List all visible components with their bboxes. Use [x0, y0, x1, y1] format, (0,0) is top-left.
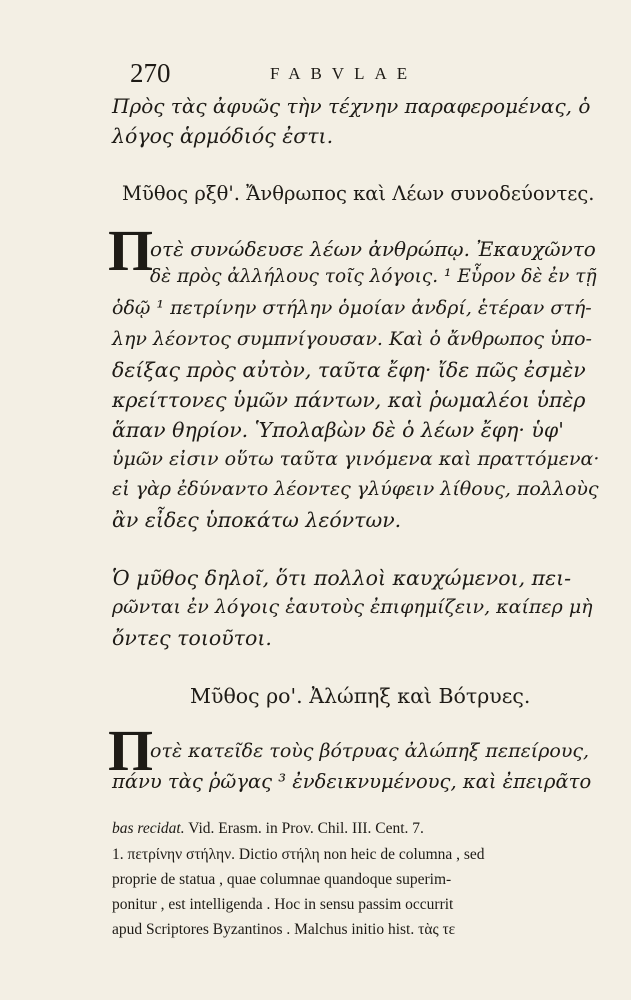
running-head: FABVLAE — [270, 64, 418, 83]
text-line: πάνυ τὰς ῥῶγας ³ ἐνδεικνυμένους, καὶ ἐπειρᾶτο — [112, 770, 592, 793]
footnote-line: proprie de statua , quae columnae quandoque superim- — [112, 871, 452, 888]
footnote-line: apud Scriptores Byzantinos . Malchus initio hist. τὰς τε — [112, 921, 456, 938]
text-line: ἅπαν θηρίον. Ὑπολαβὼν δὲ ὁ λέων ἔφη· ὑφ' — [112, 418, 564, 442]
text-line: εἰ γὰρ ἐδύναντο λέοντες γλύφειν λίθους, πολλοὺς — [112, 478, 599, 500]
footnote-line: 1. πετρίνην στήλην. Dictio στήλη non heic de columna , sed — [112, 846, 485, 863]
text-line: Πρὸς τὰς ἀφυῶς τὴν τέχνην παραφερομένας, ὁ — [112, 94, 591, 118]
text-line: κρείττονες ὑμῶν πάντων, καὶ ῥωμαλέοι ὑπὲρ — [112, 388, 586, 412]
drop-cap: Π — [108, 718, 154, 783]
moral-line: ρῶνται ἐν λόγοις ἑαυτοὺς ἐπιφημίζειν, καίπερ μὴ — [112, 596, 593, 618]
text-line: ὑμῶν εἰσιν οὕτω ταῦτα γινόμενα καὶ πραττόμενα· — [112, 448, 600, 470]
page-number: 270 — [130, 58, 171, 88]
footnote-line: ponitur , est intelligenda . Hoc in sensu passim occurrit — [112, 896, 454, 913]
text-line: δείξας πρὸς αὐτὸν, ταῦτα ἔφη· ἴδε πῶς ἐσμὲν — [112, 358, 586, 382]
footnote-italic: bas recidat. — [112, 820, 185, 837]
text-line: ἂν εἶδες ὑποκάτω λεόντων. — [112, 508, 402, 532]
footnote-text: Vid. Erasm. in Prov. Chil. III. Cent. 7. — [184, 820, 424, 837]
text-line: δὲ πρὸς ἀλλήλους τοῖς λόγοις. ¹ Εὗρον δὲ ἐν τῇ — [150, 266, 597, 287]
text-line: οτὲ κατεῖδε τοὺς βότρυας ἀλώπηξ πεπείρους, — [150, 740, 590, 762]
moral-line: ὄντες τοιοῦτοι. — [112, 626, 272, 650]
text-line: οτὲ συνώδευσε λέων ἀνθρώπῳ. Ἐκαυχῶντο — [150, 237, 596, 261]
text-line: λην λέοντος συμπνίγουσαν. Καὶ ὁ ἄνθρωπος ὑπο- — [112, 328, 592, 350]
fable-title: Μῦθος ρξθ'. Ἄνθρωπος καὶ Λέων συνοδεύοντες. — [122, 182, 595, 205]
footnote-line — [112, 820, 424, 838]
fable-title: Μῦθος ρο'. Ἀλώπηξ καὶ Βότρυες. — [190, 684, 531, 708]
text-line: ὁδῷ ¹ πετρίνην στήλην ὁμοίαν ἀνδρί, ἑτέραν στή- — [112, 297, 592, 319]
drop-cap: Π — [108, 218, 154, 283]
moral-line: Ὁ μῦθος δηλοῖ, ὅτι πολλοὶ καυχώμενοι, πει- — [112, 566, 572, 590]
text-line: λόγος ἁρμόδιός ἐστι. — [112, 124, 334, 148]
page-header — [130, 58, 470, 86]
